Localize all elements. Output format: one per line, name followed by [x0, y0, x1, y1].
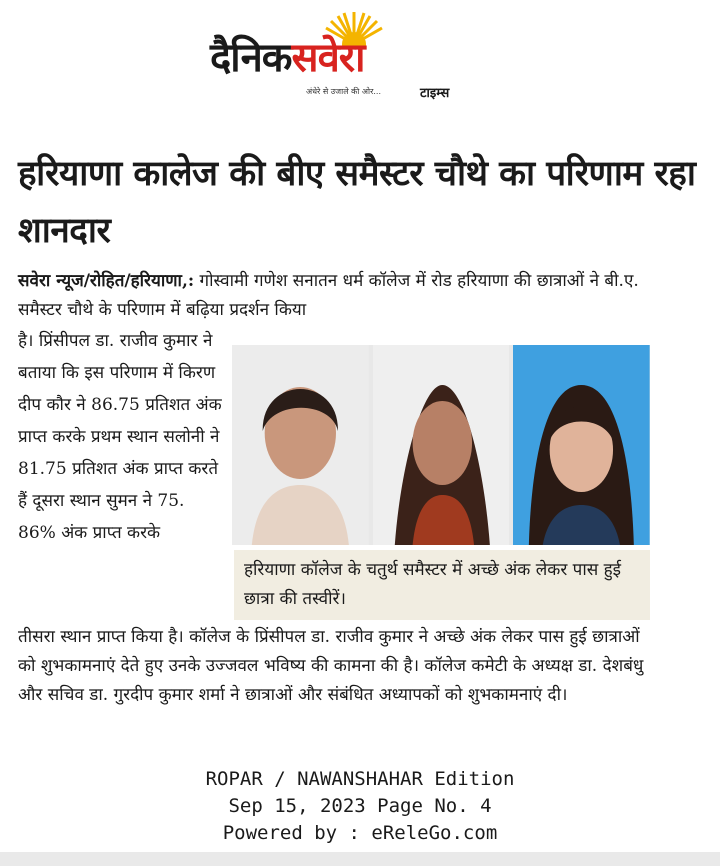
brand-tagline: अंधेरे से उजाले की ओर... — [306, 87, 382, 96]
brand-logo — [210, 28, 365, 83]
students-photo — [232, 345, 650, 545]
edition-date-page: Sep 15, 2023 Page No. 4 — [228, 795, 492, 817]
article-headline: हरियाणा कालेज की बीए समैस्टर चौथे का परिणाम रहा शानदार — [18, 154, 696, 251]
masthead — [0, 0, 720, 118]
article-dateline: सवेरा न्यूज/रोहित/हरियाणा,: — [18, 271, 195, 291]
brand-name-dainik: दैनिक — [210, 35, 292, 81]
brand-times: टाइम्स — [420, 86, 450, 101]
bottom-bar — [0, 852, 720, 866]
article-paragraph-2: है। प्रिंसीपल डा. राजीव कुमार ने बताया कि इस परिणाम में किरण दीप कौर ने 86.75 प्रतिशत अंक प्राप्त करके प्रथम स्थान सलोनी ने 81.75 प्रतिशत अंक प्राप्त करते हैं दूसरा स्थान सुमन ने 75. 86% अंक प्राप्त करके — [18, 331, 222, 543]
photo-caption: हरियाणा कॉलेज के चतुर्थ समैस्टर में अच्छे अंक लेकर पास हुई छात्रा की तस्वीरें। — [234, 550, 650, 620]
brand-name-savera: सवेरा — [291, 35, 365, 81]
article-paragraph-1 — [18, 267, 656, 325]
edition-name: ROPAR / NAWANSHAHAR Edition — [205, 768, 515, 790]
portrait-icon — [232, 345, 369, 545]
student-photo-3 — [513, 345, 650, 545]
article-paragraph-3: तीसरा स्थान प्राप्त किया है। कॉलेज के प्रिंसीपल डा. राजीव कुमार ने अच्छे अंक लेकर पास हुई छात्राओं को शुभकामनाएं देते हुए उनके उज्जवल भविष्य की कामना की है। कॉलेज कमेटी के अध्यक्ष डा. देशबंधु और सचिव डा. गुरदीप कुमार शर्मा ने छात्राओं और संबंधित अध्यापकों को शुभकामनाएं दी। — [18, 627, 644, 705]
article-paragraph-1-text: गोस्वामी गणेश सनातन धर्म कॉलेज में रोड हरियाणा की छात्राओं ने बी.ए. समैस्टर चौथे के परिणाम में बढ़िया प्रदर्शन किया — [18, 271, 639, 320]
powered-by: Powered by : eReleGo.com — [222, 822, 498, 844]
student-photo-1 — [232, 345, 369, 545]
portrait-icon — [513, 345, 650, 545]
student-photo-2 — [373, 345, 510, 545]
edition-footer — [0, 766, 720, 847]
portrait-icon — [373, 345, 510, 545]
